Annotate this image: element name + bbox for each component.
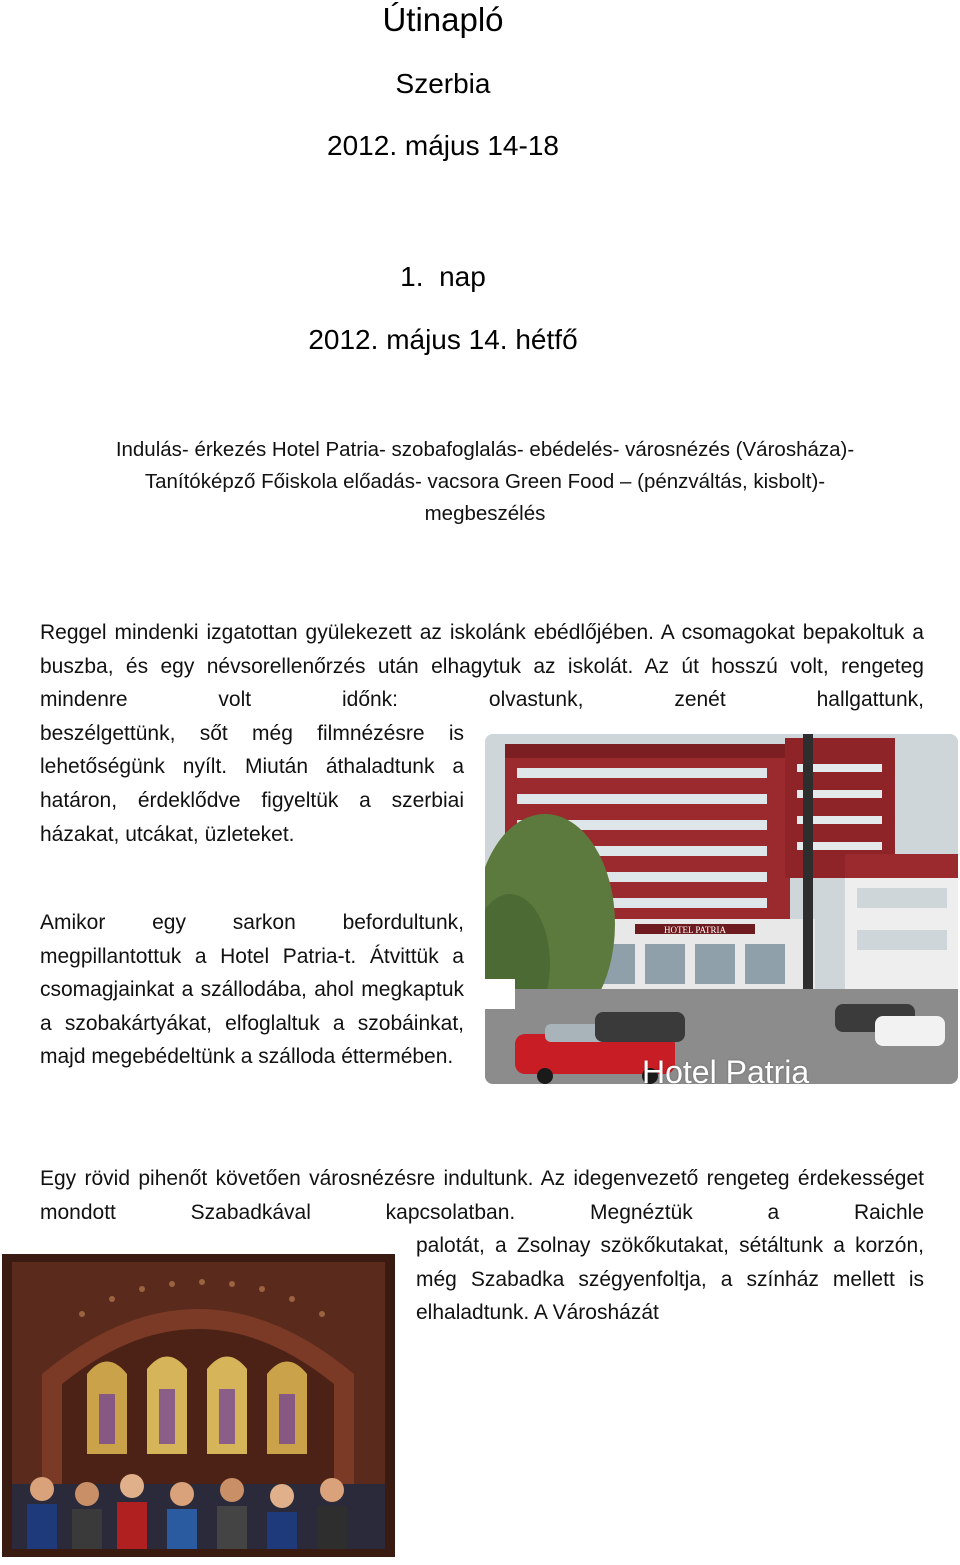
hotel-photo-caption: Hotel Patria bbox=[642, 1054, 810, 1090]
hotel-sign: HOTEL PATRIA bbox=[663, 925, 727, 935]
hotel-patria-photo bbox=[485, 734, 958, 1084]
page-title: Útinapló bbox=[382, 1, 504, 38]
country-heading: Szerbia bbox=[395, 68, 491, 99]
itinerary-line: Tanítóképző Főiskola előadás- vacsora Green Food – (pénzváltás, kisbolt)- bbox=[144, 470, 826, 493]
church-interior-photo bbox=[2, 1254, 395, 1557]
day-date: 2012. május 14. hétfő bbox=[308, 324, 578, 355]
trip-date-range: 2012. május 14-18 bbox=[327, 130, 559, 161]
paragraph-sightseeing-wide: Egy rövid pihenőt követően városnézésre indultunk. Az idegenvezető rengeteg érdekességet mondott Szabadkával kapcsolatban. Megnéztük a Raichle bbox=[40, 1167, 924, 1224]
itinerary-line: Indulás- érkezés Hotel Patria- szobafoglalás- ebédelés- városnézés (Városháza)- bbox=[115, 438, 855, 461]
itinerary-summary bbox=[60, 434, 910, 530]
itinerary-line: megbeszélés bbox=[424, 502, 546, 525]
day-heading: 1. nap bbox=[400, 261, 486, 292]
paragraph-hotel-arrival: Amikor egy sarkon befordultunk, megpillantottuk a Hotel Patria-t. Átvittük a csomagjainkat a szállodába, ahol megkaptuk a szobakártyákat, elfoglaltuk a szobáinkat, majd megebédeltünk a szálloda éttermében. bbox=[40, 911, 464, 1069]
paragraph-departure-wide: Reggel mindenki izgatottan gyülekezett az iskolánk ebédlőjében. A csomagokat bepakoltuk a buszba, és egy névsorellenőrzés után elhagytuk az iskolát. Az út hosszú volt, rengeteg mindenre volt időnk: olvastunk, zenét hallgattunk, bbox=[40, 621, 924, 712]
paragraph-departure-narrow: beszélgettünk, sőt még filmnézésre is lehetőségünk nyílt. Miután áthaladtunk a határon, érdeklődve figyeltük a szerbiai házakat, utcákat, üzleteket. bbox=[40, 721, 464, 846]
paragraph-sightseeing-narrow: palotát, a Zsolnay szökőkutakat, sétáltunk a korzón, még Szabadka szégyenfoltja, a színház mellett is elhaladtunk. A Városházát bbox=[416, 1234, 924, 1325]
